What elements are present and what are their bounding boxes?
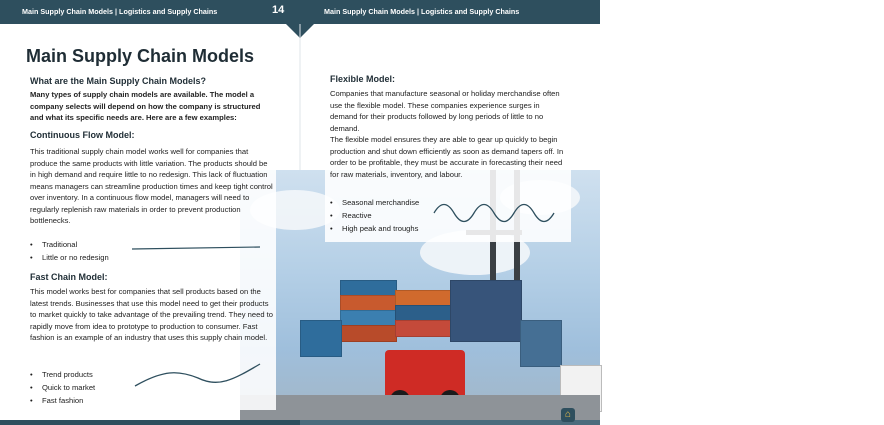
continuous-body: This traditional supply chain model works well for companies that produce the same products with little variation. The products should be in high demand and require little to no redesign. This lack of fluctuation means managers can streamline production times and keep tight control over inventory. In a continuous flow model, managers will need to regularly replenish raw materials in order to prevent production bottlenecks. <box>30 147 273 225</box>
continuous-bullets <box>30 238 109 264</box>
left-page-number: 14 <box>272 4 285 16</box>
bullet-item: • Seasonal merchandise <box>330 196 419 209</box>
left-header-title: Main Supply Chain Models | Logistics and Supply Chains <box>22 7 218 16</box>
fast-body: This model works best for companies that sell products based on the latest trends. Businesses that use this model need to get their products to market quickly to take advantage of the prevailing trend. They need to rapidly move from idea to prototype to production to consumer. Fast fashion is an example of an industry that uses this supply chain model. <box>30 287 274 342</box>
bullet-item: • Reactive <box>330 209 419 222</box>
fast-heading: Fast Chain Model: <box>30 272 108 282</box>
home-icon[interactable]: ⌂ <box>561 408 575 422</box>
bullet-item: • Trend products <box>30 368 95 381</box>
bullet-item: • Traditional <box>30 238 109 251</box>
flexible-heading: Flexible Model: <box>330 74 396 84</box>
bullet-item: • Fast fashion <box>30 394 95 407</box>
page-title: Main Supply Chain Models <box>26 46 255 66</box>
flexible-bullets <box>330 196 419 235</box>
bullet-item: • Little or no redesign <box>30 251 109 264</box>
right-page-number: 15 <box>872 4 884 16</box>
right-header-title: Main Supply Chain Models | Logistics and Supply Chains <box>324 7 520 16</box>
right-page-header <box>300 0 884 24</box>
intro-text: Many types of supply chain models are available. The model a company selects will depend on how the company is structured and what its specific needs are. Here are a few examples: <box>30 90 261 122</box>
left-page-header <box>0 0 300 24</box>
bullet-item: • High peak and troughs <box>330 222 419 235</box>
left-footer-bar <box>0 420 300 425</box>
bullet-item: • Quick to market <box>30 381 95 394</box>
flexible-body-1: Companies that manufacture seasonal or holiday merchandise often use the flexible model. These companies experience surges in demand for their products followed by long periods of little to no demand. <box>330 89 560 133</box>
wave-graphic <box>432 196 564 230</box>
trend-curve-graphic <box>133 360 263 390</box>
flat-line-graphic <box>130 244 265 252</box>
fast-bullets <box>30 368 95 407</box>
right-footer-bar <box>300 420 600 425</box>
flexible-body-2: The flexible model ensures they are able to gear up quickly to begin production and shut down efficiently as soon as demand tapers off. In order to be profitable, they must be accurate in forecasting their need for raw materials, inventory, and labour. <box>330 135 564 179</box>
continuous-heading: Continuous Flow Model: <box>30 130 135 140</box>
question-heading: What are the Main Supply Chain Models? <box>30 76 207 86</box>
